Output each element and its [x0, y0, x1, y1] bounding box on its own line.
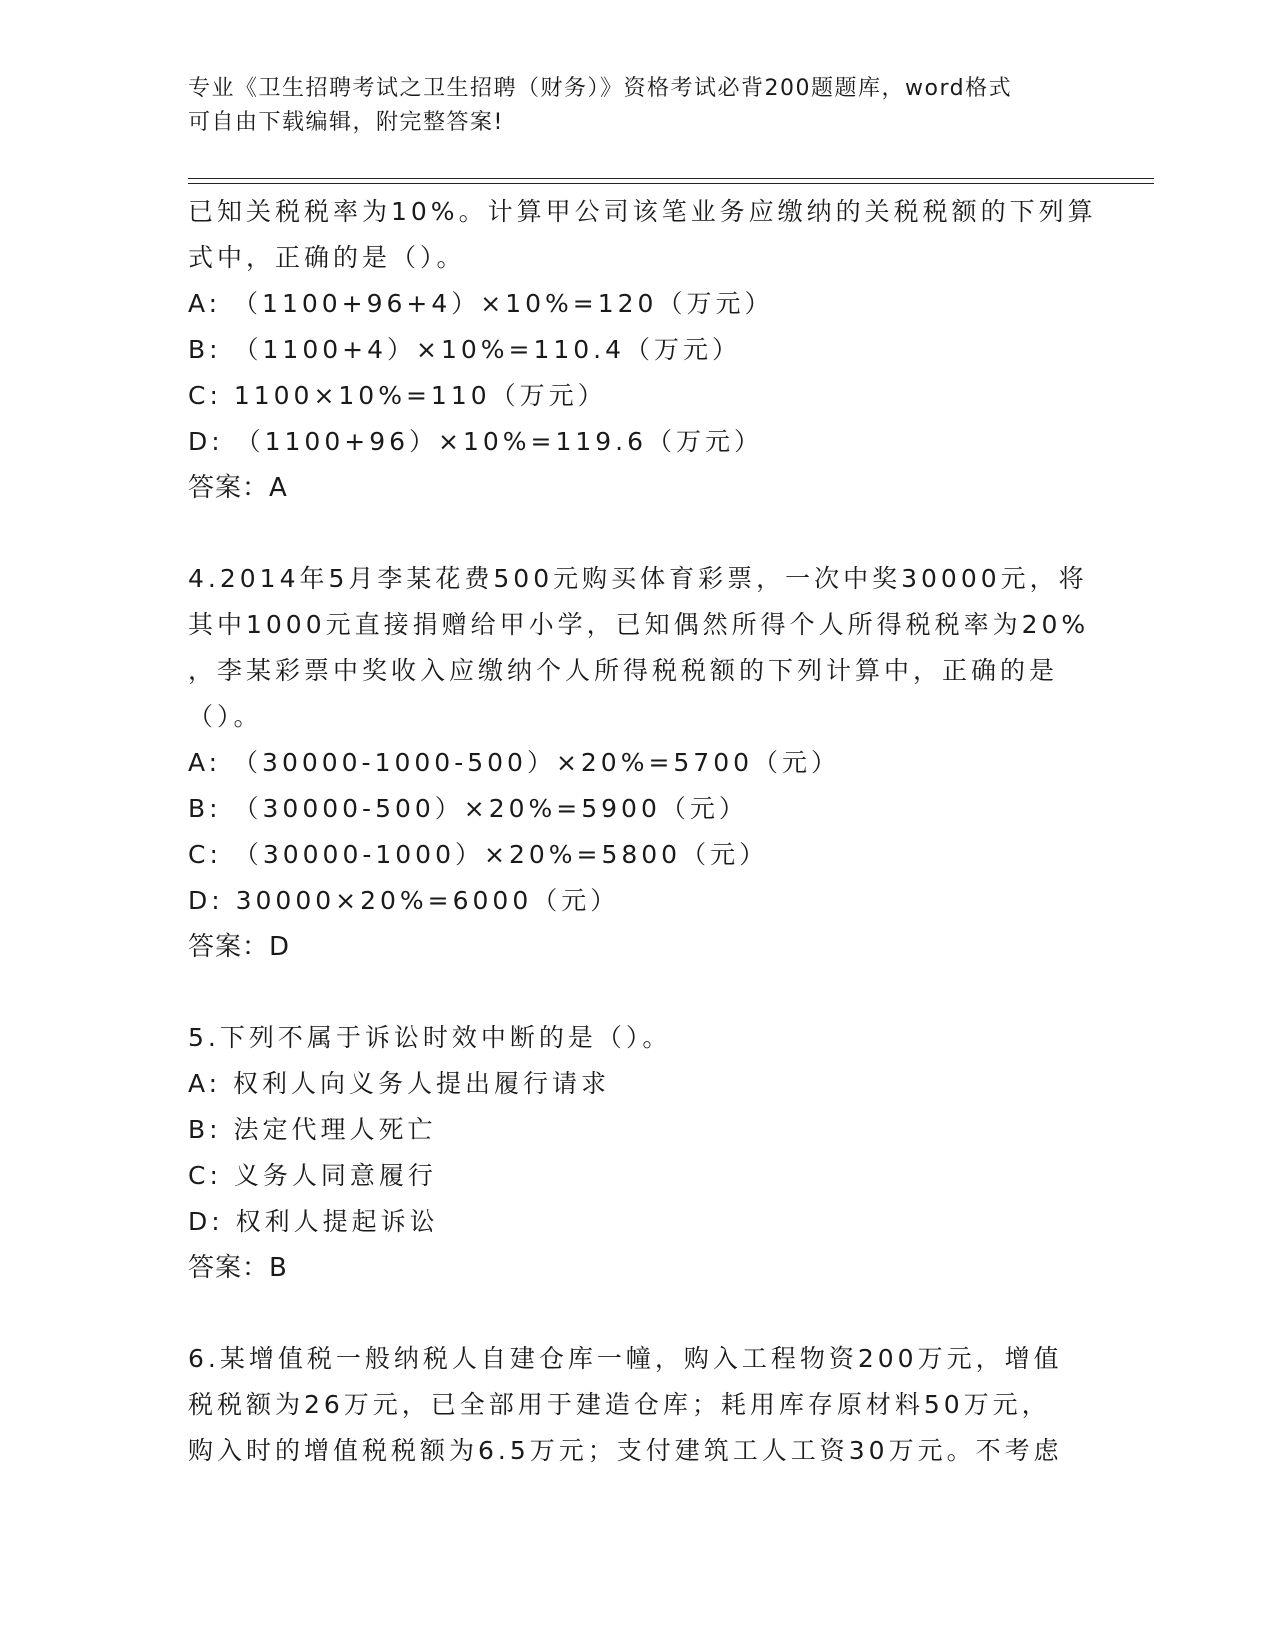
question-stem: 5.下列不属于诉讼时效中断的是（）。 [188, 1023, 672, 1052]
question-stem: 已知关税税率为10%。计算甲公司该笔业务应缴纳的关税税额的下列算 [188, 197, 1097, 226]
option-c: C: （30000-1000）×20%=5800（元） [188, 840, 769, 869]
question-3 [188, 189, 1097, 511]
question-4 [188, 556, 1088, 970]
header-title-line-2: 可自由下载编辑，附完整答案! [188, 110, 504, 135]
option-b: B: （1100+4）×10%=110.4（万元） [188, 335, 742, 364]
option-b: B: （30000-500）×20%=5900（元） [188, 794, 748, 823]
question-stem: 4.2014年5月李某花费500元购买体育彩票，一次中奖30000元，将 [188, 564, 1088, 593]
question-stem: 6.某增值税一般纳税人自建仓库一幢，购入工程物资200万元，增值 [188, 1344, 1063, 1373]
question-stem: ，李某彩票中奖收入应缴纳个人所得税税额的下列计算中，正确的是 [188, 656, 1059, 685]
question-stem: 税税额为26万元，已全部用于建造仓库；耗用库存原材料50万元， [188, 1390, 1051, 1419]
answer-label: 答案：D [188, 932, 291, 962]
spacer [188, 970, 1088, 1015]
spacer [188, 1291, 1088, 1336]
option-b: B: 法定代理人死亡 [188, 1115, 437, 1144]
question-6 [188, 1336, 1088, 1474]
question-stem: 其中1000元直接捐赠给甲小学，已知偶然所得个人所得税税率为20% [188, 610, 1090, 639]
header-divider-bottom [188, 183, 1154, 184]
question-stem: （）。 [188, 702, 263, 731]
question-5 [188, 1015, 1088, 1291]
answer-label: 答案：B [188, 1253, 288, 1283]
option-d: D: 30000×20%=6000（元） [188, 886, 620, 915]
header-title-line-1: 专业《卫生招聘考试之卫生招聘（财务）》资格考试必背200题题库，word格式 [188, 76, 1013, 101]
question-stem: 购入时的增值税税额为6.5万元；支付建筑工人工资30万元。不考虑 [188, 1436, 1063, 1465]
question-stem: 式中，正确的是（）。 [188, 243, 466, 272]
option-a: A: （30000-1000-500）×20%=5700（元） [188, 748, 841, 777]
option-c: C: 义务人同意履行 [188, 1161, 437, 1190]
option-a: A: 权利人向义务人提出履行请求 [188, 1069, 611, 1098]
option-c: C: 1100×10%=110（万元） [188, 381, 607, 410]
answer-label: 答案：A [188, 473, 288, 503]
option-a: A: （1100+96+4）×10%=120（万元） [188, 289, 774, 318]
header-divider-top [188, 178, 1154, 179]
option-d: D: 权利人提起诉讼 [188, 1207, 439, 1236]
document-body [188, 189, 1097, 1474]
spacer [188, 511, 1088, 556]
document-header [188, 72, 1088, 140]
option-d: D: （1100+96）×10%=119.6（万元） [188, 427, 764, 456]
